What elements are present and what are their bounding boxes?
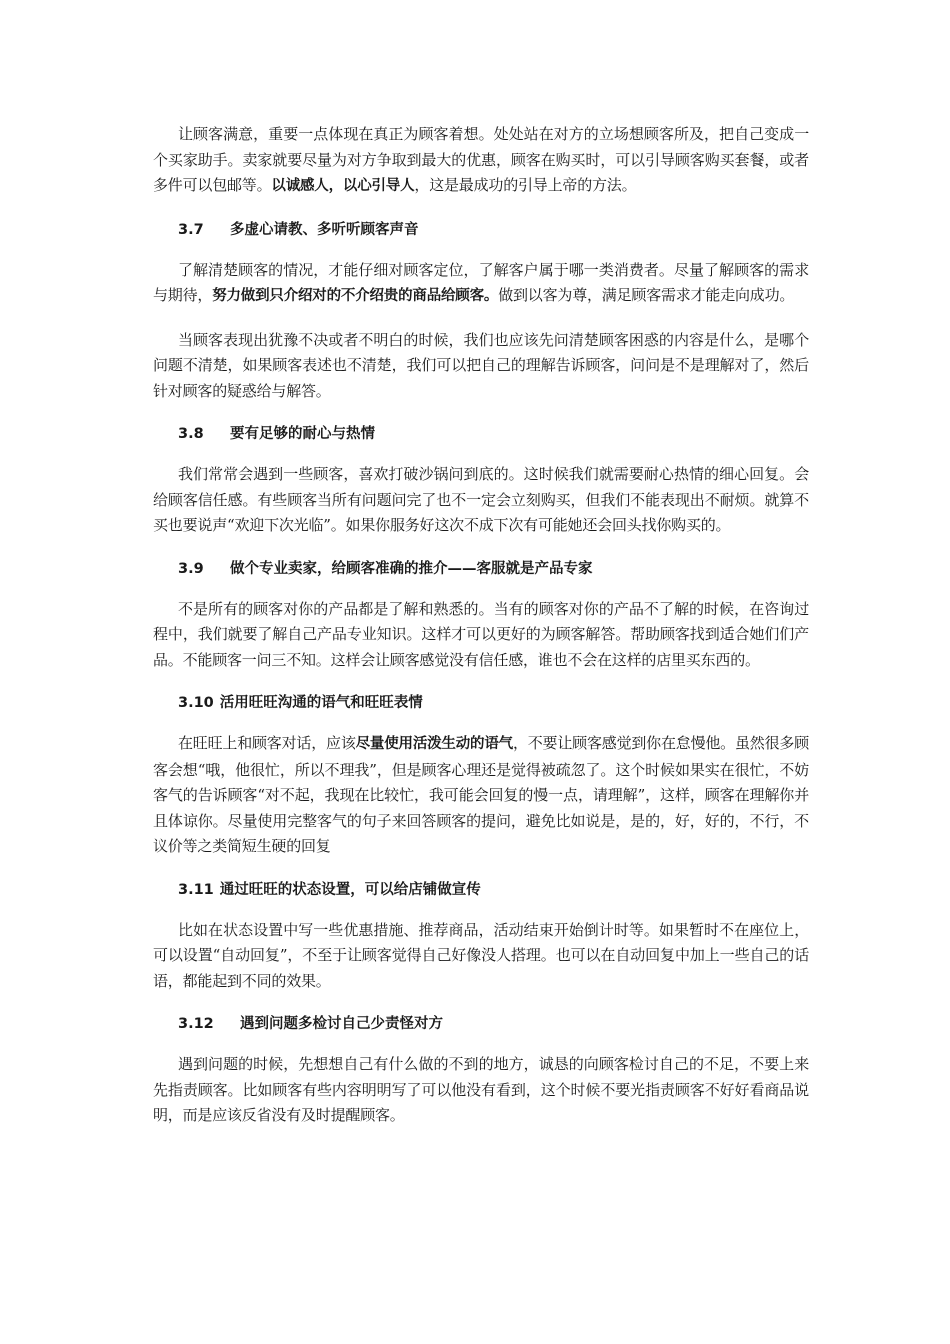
section-number: 3.10 — [178, 695, 214, 711]
paragraph-text: 了解清楚顾客的情况，才能仔细对顾客定位，了解客户属于哪一类消费者。尽量了解顾客的需求与期待， — [153, 260, 809, 304]
paragraph-text: 做到以客为尊，满足顾客需求才能走向成功。 — [498, 286, 795, 304]
document-page — [153, 122, 809, 1147]
emphasis-text: 以诚感人，以心引导人 — [271, 178, 415, 194]
paragraph-professional: 不是所有的顾客对你的产品都是了解和熟悉的。当有的顾客对你的产品不了解的时候，在咨询过程中，我们就要了解自己产品专业知识。这样才可以更好的为顾客解答。帮助顾客找到适合她们们产品。不能顾客一问三不知。这样会让顾客感觉没有信任感，谁也不会在这样的店里买东西的。 — [153, 599, 809, 669]
section-heading-3-11 — [153, 878, 809, 902]
section-number: 3.12 — [178, 1016, 214, 1032]
paragraph-self-review: 遇到问题的时候，先想想自己有什么做的不到的地方，诚恳的向顾客检讨自己的不足，不要上来先指责顾客。比如顾客有些内容明明写了可以他没有看到，这个时候不要光指责顾客不好好看商品说明，而是应该反省没有及时提醒顾客。 — [153, 1055, 809, 1124]
paragraph-text: 让顾客满意，重要一点体现在真正为顾客着想。处处站在对方的立场想顾客所及，把自己变成一个买家助手。卖家就要尽量为对方争取到最大的优惠，顾客在购买时，可以引导顾客购买套餐，或者多件可以包邮等。 — [153, 125, 809, 194]
paragraph-patience: 我们常常会遇到一些顾客，喜欢打破沙锅问到底的。这时候我们就需要耐心热情的细心回复。会给顾客信任感。有些顾客当所有问题问完了也不一定会立刻购买，但我们不能表现出不耐烦。就算不买也要说声“欢迎下次光临”。如果你服务好这次不成下次有可能她还会回头找你购买的。 — [153, 465, 809, 534]
section-heading-3-8 — [153, 422, 809, 446]
section-number: 3.9 — [178, 560, 204, 577]
paragraph-hesitation: 当顾客表现出犹豫不决或者不明白的时候，我们也应该先问清楚顾客困惑的内容是什么，是哪个问题不清楚，如果顾客表述也不清楚，我们可以把自己的理解告诉顾客，问问是不是理解对了，然后针对顾客的疑惑给与解答。 — [153, 330, 809, 400]
paragraph-understand-customer — [153, 258, 809, 310]
paragraph-text: ，不要让顾客感觉到你在怠慢他。虽然很多顾客会想“哦，他很忙，所以不理我”，但是顾客心理还是觉得被疏忽了。这个时候如果实在很忙，不妨客气的告诉顾客“对不起，我现在比较忙，我可能会回复的慢一点，请理解”，这样，顾客在理解你并且体谅你。尽量使用完整客气的句子来回答顾客的提问，避免比如说是，是的，好，好的，不行，不议价等之类简短生硬的回复 — [153, 734, 809, 855]
section-number: 3.11 — [178, 881, 214, 898]
paragraph-wangwang-tone — [153, 731, 809, 860]
section-title: 多虚心请教、多听听顾客声音 — [230, 221, 419, 238]
section-title: 通过旺旺的状态设置，可以给店铺做宣传 — [219, 881, 481, 898]
paragraph-text: 在旺旺上和顾客对话，应该 — [178, 734, 356, 752]
paragraph-satisfaction — [153, 122, 809, 200]
section-heading-3-9 — [153, 557, 809, 581]
section-title: 遇到问题多检讨自己少责怪对方 — [240, 1016, 443, 1032]
section-title: 活用旺旺沟通的语气和旺旺表情 — [219, 695, 423, 711]
paragraph-text: ，这是最成功的引导上帝的方法。 — [414, 176, 637, 194]
section-title: 做个专业卖家，给顾客准确的推介——客服就是产品专家 — [230, 560, 593, 577]
section-number: 3.7 — [178, 221, 204, 238]
section-heading-3-12 — [153, 1012, 809, 1036]
section-heading-3-7 — [153, 218, 809, 242]
emphasis-text: 努力做到只介绍对的不介绍贵的商品给顾客。 — [212, 288, 499, 304]
paragraph-status-setting: 比如在状态设置中写一些优惠措施、推荐商品，活动结束开始倒计时等。如果暂时不在座位上，可以设置“自动回复”，不至于让顾客觉得自己好像没人搭理。也可以在自动回复中加上一些自己的话语，都能起到不同的效果。 — [153, 920, 809, 990]
section-number: 3.8 — [178, 426, 204, 442]
section-heading-3-10 — [153, 691, 809, 715]
section-title: 要有足够的耐心与热情 — [230, 426, 375, 442]
emphasis-text: 尽量使用活泼生动的语气 — [355, 736, 513, 752]
